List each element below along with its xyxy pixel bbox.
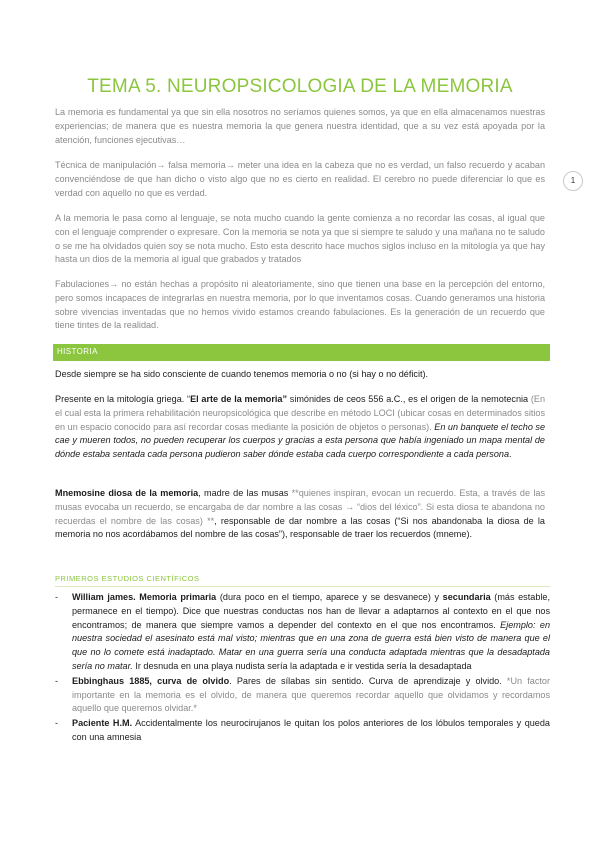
- item3-text-a: Accidentalmente los neurocirujanos le quitan los polos anteriores de los lóbulos temporales y queda con una amnesia: [72, 718, 550, 742]
- historia-p3-text-b: , responsable de dar nombre a las cosas (“Si nos abandonaba la diosa de la memoria no nos acordábamos del nombre de las cosas”), responsable de traer los recuerdos (mneme).: [55, 515, 545, 540]
- page-title: TEMA 5. NEUROPSICOLOGIA DE LA MEMORIA: [87, 76, 513, 97]
- item3-bold: Paciente H.M.: [72, 718, 133, 729]
- intro-paragraph-1: La memoria es fundamental ya que sin ella nosotros no seríamos quienes somos, ya que en ella almacenamos nuestras experiencias; de manera que es nuestra memoria la que genera nuestra identidad, que a su vez está apoyada por la atención, funciones ejecutivas…: [55, 107, 545, 145]
- item1-bold-1: William james. Memoria primaria: [72, 592, 217, 602]
- intro-paragraph-4: Fabulaciones→ no están hechas a propósito ni aleatoriamente, sino que tienen una base en la percepción del entorno, pero somos incapaces de integrarlas en nuestra memoria, por lo que inventamos cosas. Cuando generamos una historia sobre vivencias inventadas que no hemos vivido estamos creando fabulaciones. Es la generación de un recuerdo que tiene tintes de la realidad.: [55, 279, 545, 331]
- item2-text-a: . Pares de sílabas sin sentido. Curva de aprendizaje y olvido.: [229, 675, 507, 686]
- item1-text-c: Ir desnuda en una playa nudista sería la adaptada e ir vestida sería la desadaptada: [132, 660, 472, 671]
- item1-italic: Ejemplo: en nuestra sociedad el asesinato está mal visto; mientras que en una zona de guerra está bien visto de manera que el que no lo comete está inadaptado. Matar en una guerra sería una conducta adaptada mientras que la desadaptada sería no matar.: [72, 619, 550, 671]
- estudios-list: [55, 591, 550, 746]
- section-divider: [55, 586, 550, 587]
- historia-paragraph-1: Desde siempre se ha sido consciente de cuando tenemos memoria o no (si hay o no déficit).: [55, 369, 429, 379]
- historia-p3-gray: **quienes inspiran, evocan un recuerdo. Esta, a través de las musas evocaba un recuerdo, se encargaba de dar nombre a las cosas → “dios del léxico”. Si esta diosa te abandona no recuerdas el nombre de las cosas) **: [55, 488, 545, 526]
- item2-bold: Ebbinghaus 1885, curva de olvido: [72, 675, 230, 686]
- item1-bold-2: secundaria: [442, 592, 491, 602]
- intro-paragraph-2: Técnica de manipulación→ falsa memoria→ meter una idea en la cabeza que no es verdad, un falso recuerdo y acaban convenciéndose de que han dicho o visto algo que no es cierto en realidad. El cerebro no puede diferenciar lo que es verdad con aquello no que es verdad.: [55, 160, 545, 198]
- section-header-historia: [53, 344, 550, 361]
- list-dash: -: [55, 592, 59, 602]
- section-header-estudios: PRIMEROS ESTUDIOS CIENTÍFICOS: [55, 574, 200, 583]
- section-header-label: HISTORIA: [57, 347, 98, 356]
- historia-p2-text-a: Presente en la mitología griega. “: [55, 394, 191, 404]
- historia-p2-italic: En un banquete el techo se cae y mueren todos, no pueden recuperar los cuerpos y gracias a esta persona que había ingeniado un mapa mental de dónde estaba sentada cada persona pudieron saber dónde estaba cada cuerpo correspondiente a cada persona: [55, 421, 546, 460]
- intro-paragraph-3: A la memoria le pasa como al lenguaje, se nota mucho cuando la gente comienza a no recordar las cosas, al igual que con el lenguaje comprender o expresare. Con la memoria se nota ya que si siempre te saludo y una mañana no te saludo o se me ha olvidados quien soy se nota mucho. Esto esta descrito hace muchos siglos incluso en la mitología ya que hay hasta un dios de la memoria al igual que grabados y tratados: [55, 213, 545, 265]
- historia-p3-bold: Mnemosine diosa de la memoria: [55, 488, 199, 498]
- list-item: [55, 591, 550, 674]
- historia-p3-text-a: , madre de las musas: [198, 488, 292, 498]
- item1-text-b: (más estable, permanece en el tiempo). Dice que nuestras conductas nos han de llevar a adaptarnos al contexto en el que nos encontramos; de manera que siempre vamos a depender del contexto en el que nos encontramos.: [72, 592, 550, 630]
- list-item: [55, 675, 550, 716]
- historia-p2-end: .: [509, 449, 512, 460]
- historia-p2-text-c: simónides de ceos 556 a.C., es el origen de la nemotecnia: [287, 394, 529, 404]
- item1-text-a: (dura poco en el tiempo, aparece y se desvanece) y: [216, 592, 443, 602]
- list-dash: -: [55, 718, 59, 729]
- historia-p2-bold: El arte de la memoria”: [190, 394, 288, 404]
- list-item: [55, 717, 550, 745]
- historia-paragraph-2: [55, 393, 545, 462]
- item2-gray: *Un factor importante en la memoria es el olvido, de manera que queremos recordar aquello que olvidamos y recordamos aquello que queremos olvidar.*: [72, 675, 550, 714]
- page-number-badge: 1: [563, 171, 583, 191]
- historia-paragraph-3: [55, 487, 545, 542]
- historia-p2-gray: (En el cual esta la primera rehabilitación neuropsicológica que describe en método LOCI (ubicar cosas en determinados sitios en un espacio conocido para así recordar cosas mediante la posición de objetos o personas).: [55, 394, 546, 432]
- list-dash: -: [55, 675, 59, 686]
